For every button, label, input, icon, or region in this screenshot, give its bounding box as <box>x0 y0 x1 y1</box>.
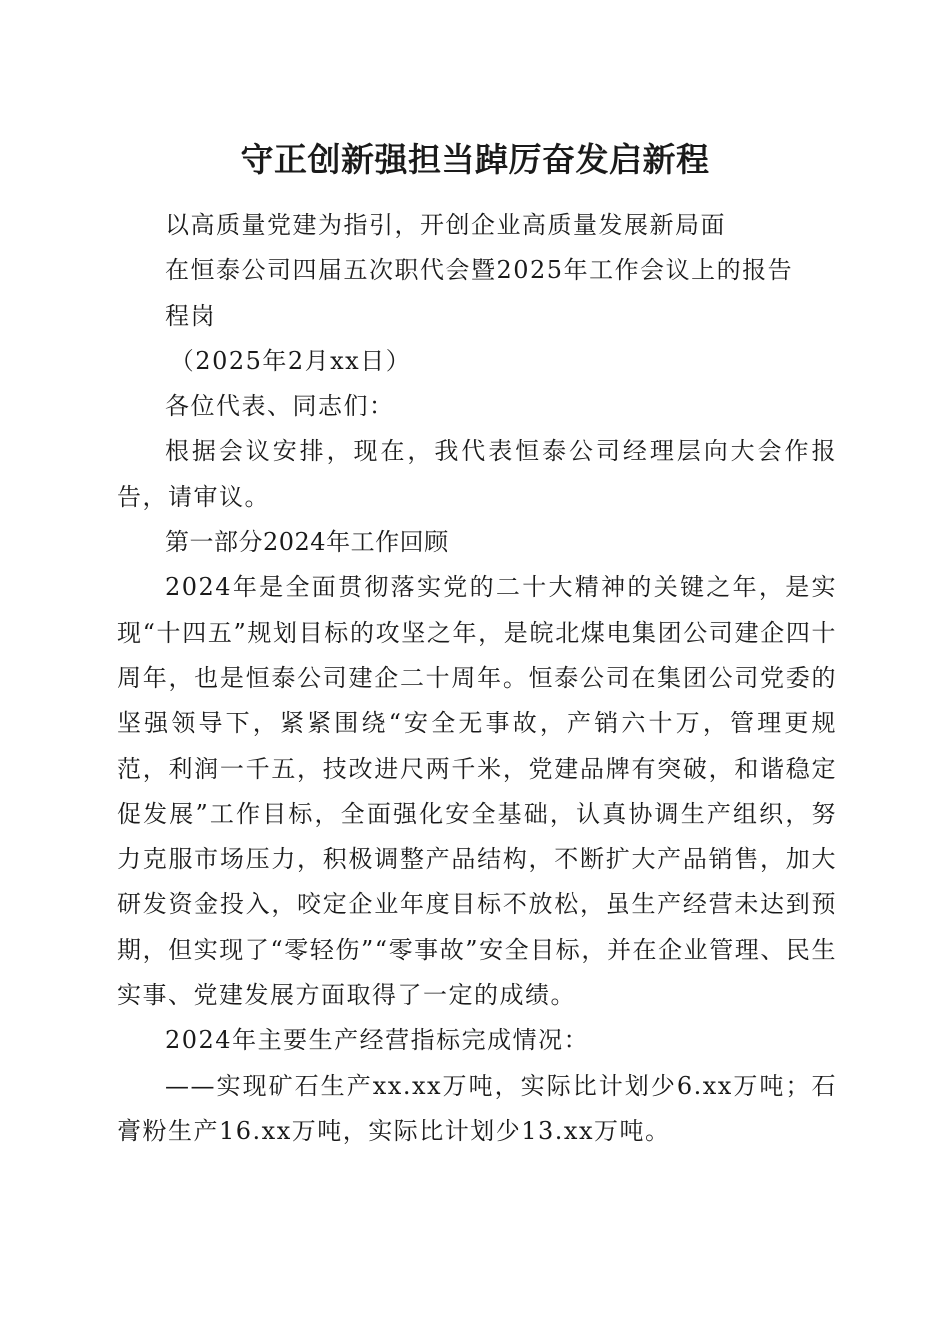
author-paragraph: 程岗 <box>165 301 216 330</box>
document-title: 守正创新强担当踔厉奋发启新程 <box>240 140 710 179</box>
production-paragraph: ——实现矿石生产xx.xx万吨，实际比计划少6.xx万吨；石膏粉生产16.xx万吨，实际比计划少13.xx万吨。 <box>117 1071 837 1145</box>
intro-paragraph: 根据会议安排，现在，我代表恒泰公司经理层向大会作报告，请审议。 <box>117 437 837 511</box>
report-occasion-paragraph: 在恒泰公司四届五次职代会暨2025年工作会议上的报告 <box>165 256 794 285</box>
indicators-heading: 2024年主要生产经营指标完成情况： <box>165 1026 590 1055</box>
review-paragraph: 2024年是全面贯彻落实党的二十大精神的关键之年，是实现“十四五”规划目标的攻坚之年，是皖北煤电集团公司建企四十周年，也是恒泰公司建企二十周年。恒泰公司在集团公司党委的坚强领导下，紧紧围绕“安全无事故，产销六十万，管理更规范，利润一千五，技改进尺两千米，党建品牌有突破，和谐稳定促发展”工作目标，全面强化安全基础，认真协调生产组织，努力克服市场压力，积极调整产品结构，不断扩大产品销售，加大研发资金投入，咬定企业年度目标不放松，虽生产经营未达到预期，但实现了“零轻伤”“零事故”安全目标，并在企业管理、民生实事、党建发展方面取得了一定的成绩。 <box>117 573 837 1010</box>
section-heading: 第一部分2024年工作回顾 <box>165 528 449 557</box>
date-paragraph: （2025年2月xx日） <box>169 346 412 375</box>
document-body <box>117 203 837 1154</box>
salutation-paragraph: 各位代表、同志们： <box>165 392 395 421</box>
subtitle-paragraph: 以高质量党建为指引，开创企业高质量发展新局面 <box>165 211 726 239</box>
